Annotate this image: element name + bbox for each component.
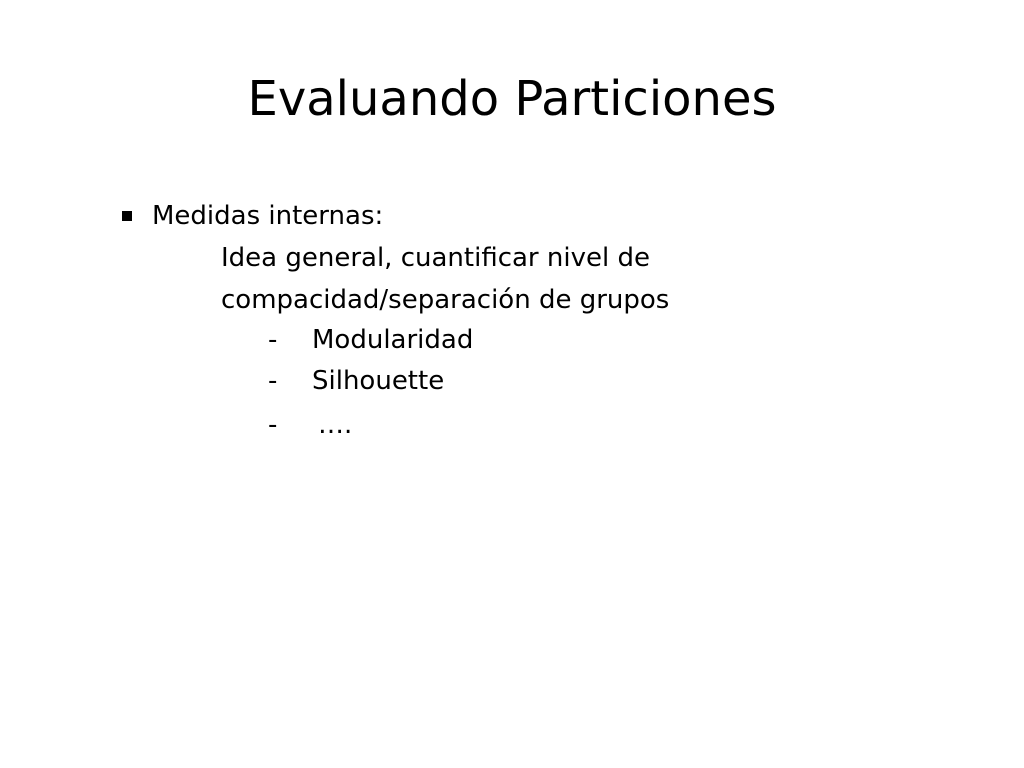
bullet-label: Medidas internas:: [152, 201, 384, 231]
list-item-ellipsis: ….: [318, 410, 353, 440]
dash-marker-2: -: [268, 366, 278, 396]
description-line-1: Idea general, cuantificar nivel de: [221, 243, 650, 273]
description-line-2: compacidad/separación de grupos: [221, 285, 670, 315]
dash-marker-3: -: [268, 410, 278, 440]
slide-title: Evaluando Particiones: [247, 71, 777, 127]
list-item-modularidad: Modularidad: [312, 325, 474, 355]
dash-marker-1: -: [268, 325, 278, 355]
square-bullet-icon: [122, 211, 132, 221]
list-item-silhouette: Silhouette: [312, 366, 445, 396]
